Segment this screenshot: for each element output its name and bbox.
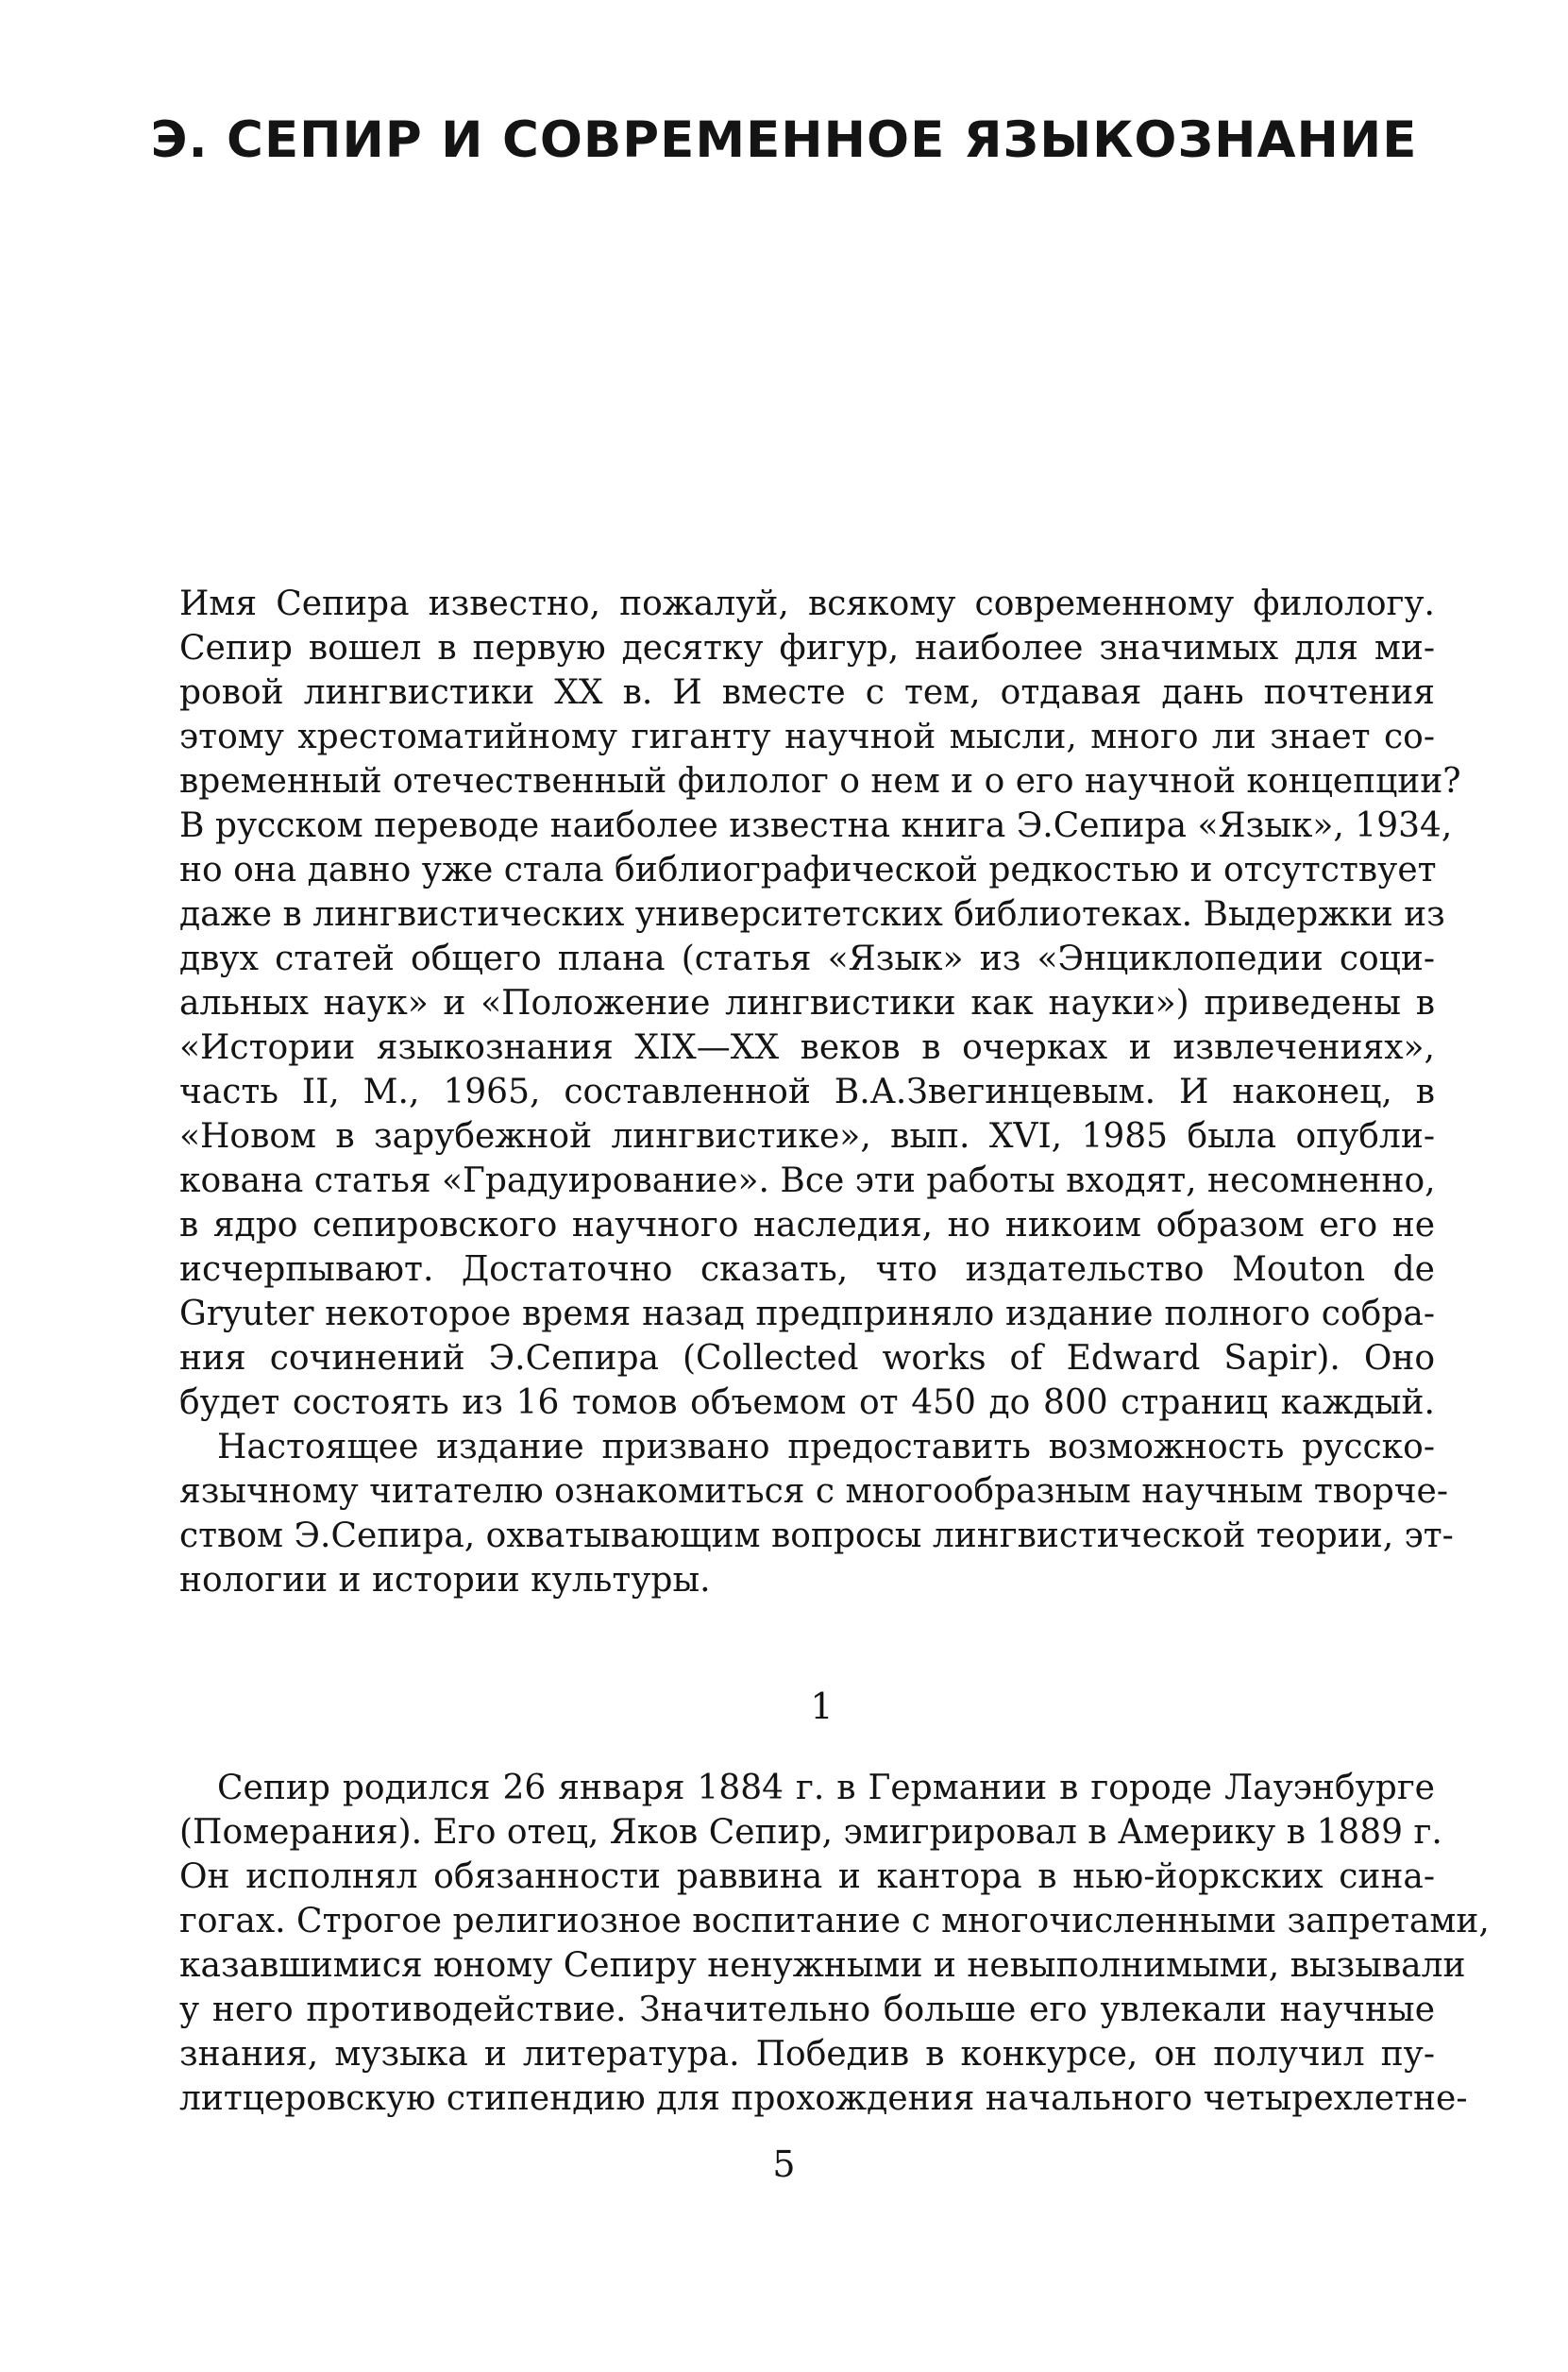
text-line: язычному читателю ознакомиться с многообразным научным творче- xyxy=(179,1472,1449,1511)
text-line: «Новом в зарубежной лингвистике», вып. XVI, 1985 была опубли- xyxy=(179,1117,1435,1156)
text-line: литцеровскую стипендию для прохождения начального четырехлетне- xyxy=(179,2079,1468,2118)
text-line: исчерпывают. Достаточно сказать, что издательство Mouton de xyxy=(179,1250,1435,1289)
text-line: Сепир вошел в первую десятку фигур, наиболее значимых для ми- xyxy=(179,629,1435,668)
text-line: Gryuter некоторое время назад предприняло издание полного собра- xyxy=(179,1295,1435,1333)
text-line: ством Э.Сепира, охватывающим вопросы лингвистической теории, эт- xyxy=(179,1516,1454,1555)
section-number: 1 xyxy=(810,1686,834,1727)
text-line: (Померания). Его отец, Яков Сепир, эмигрировал в Америку в 1889 г. xyxy=(179,1813,1442,1852)
text-line: Имя Сепира известно, пожалуй, всякому современному филологу. xyxy=(179,585,1435,623)
text-line: в ядро сепировского научного наследия, но никоим образом его не xyxy=(179,1206,1435,1245)
text-line: Настоящее издание призвано предоставить возможность русско- xyxy=(217,1428,1435,1466)
text-line: у него противодействие. Значительно больше его увлекали научные xyxy=(179,1991,1435,2029)
intro-text xyxy=(179,582,1461,1602)
text-line: нологии и истории культуры. xyxy=(179,1561,711,1600)
text-line: ния сочинений Э.Сепира (Collected works of Edward Sapir). Оно xyxy=(179,1339,1435,1378)
text-line: даже в лингвистических университетских библиотеках. Выдержки из xyxy=(179,895,1445,934)
text-line: Сепир родился 26 января 1884 г. в Германии в городе Лауэнбурге xyxy=(217,1769,1435,1807)
text-line: этому хрестоматийному гиганту научной мысли, много ли знает со- xyxy=(179,718,1435,756)
text-line: альных наук» и «Положение лингвистики как науки») приведены в xyxy=(179,984,1435,1023)
text-line: В русском переводе наиболее известна книга Э.Сепира «Язык», 1934, xyxy=(179,806,1453,845)
text-line: двух статей общего плана (статья «Язык» из «Энциклопедии соци- xyxy=(179,940,1435,978)
page-number: 5 xyxy=(772,2143,796,2185)
biography-text xyxy=(179,1766,1490,2121)
text-line: будет состоять из 16 томов объемом от 450 до 800 страниц каждый. xyxy=(179,1383,1435,1422)
chapter-title: Э. СЕПИР И СОВРЕМЕННОЕ ЯЗЫКОЗНАНИЕ xyxy=(150,111,1418,169)
text-line: но она давно уже стала библиографической редкостью и отсутствует xyxy=(179,851,1437,890)
text-line: ровой лингвистики XX в. И вместе с тем, отдавая дань почтения xyxy=(179,673,1435,712)
text-line: «Истории языкознания XIX—XX веков в очерках и извлечениях», xyxy=(179,1028,1435,1067)
text-line: казавшимися юному Сепиру ненужными и невыполнимыми, вызывали xyxy=(179,1946,1466,1985)
text-line: кована статья «Градуирование». Все эти работы входят, несомненно, xyxy=(179,1161,1436,1200)
text-line: гогах. Строгое религиозное воспитание с многочисленными запретами, xyxy=(179,1902,1490,1940)
text-line: временный отечественный филолог о нем и о его научной концепции? xyxy=(179,762,1461,801)
text-line: часть II, М., 1965, составленной В.А.Звегинцевым. И наконец, в xyxy=(179,1073,1435,1111)
text-line: знания, музыка и литература. Победив в конкурсе, он получил пу- xyxy=(179,2035,1435,2074)
text-line: Он исполнял обязанности раввина и кантора в нью-йоркских сина- xyxy=(179,1857,1435,1896)
